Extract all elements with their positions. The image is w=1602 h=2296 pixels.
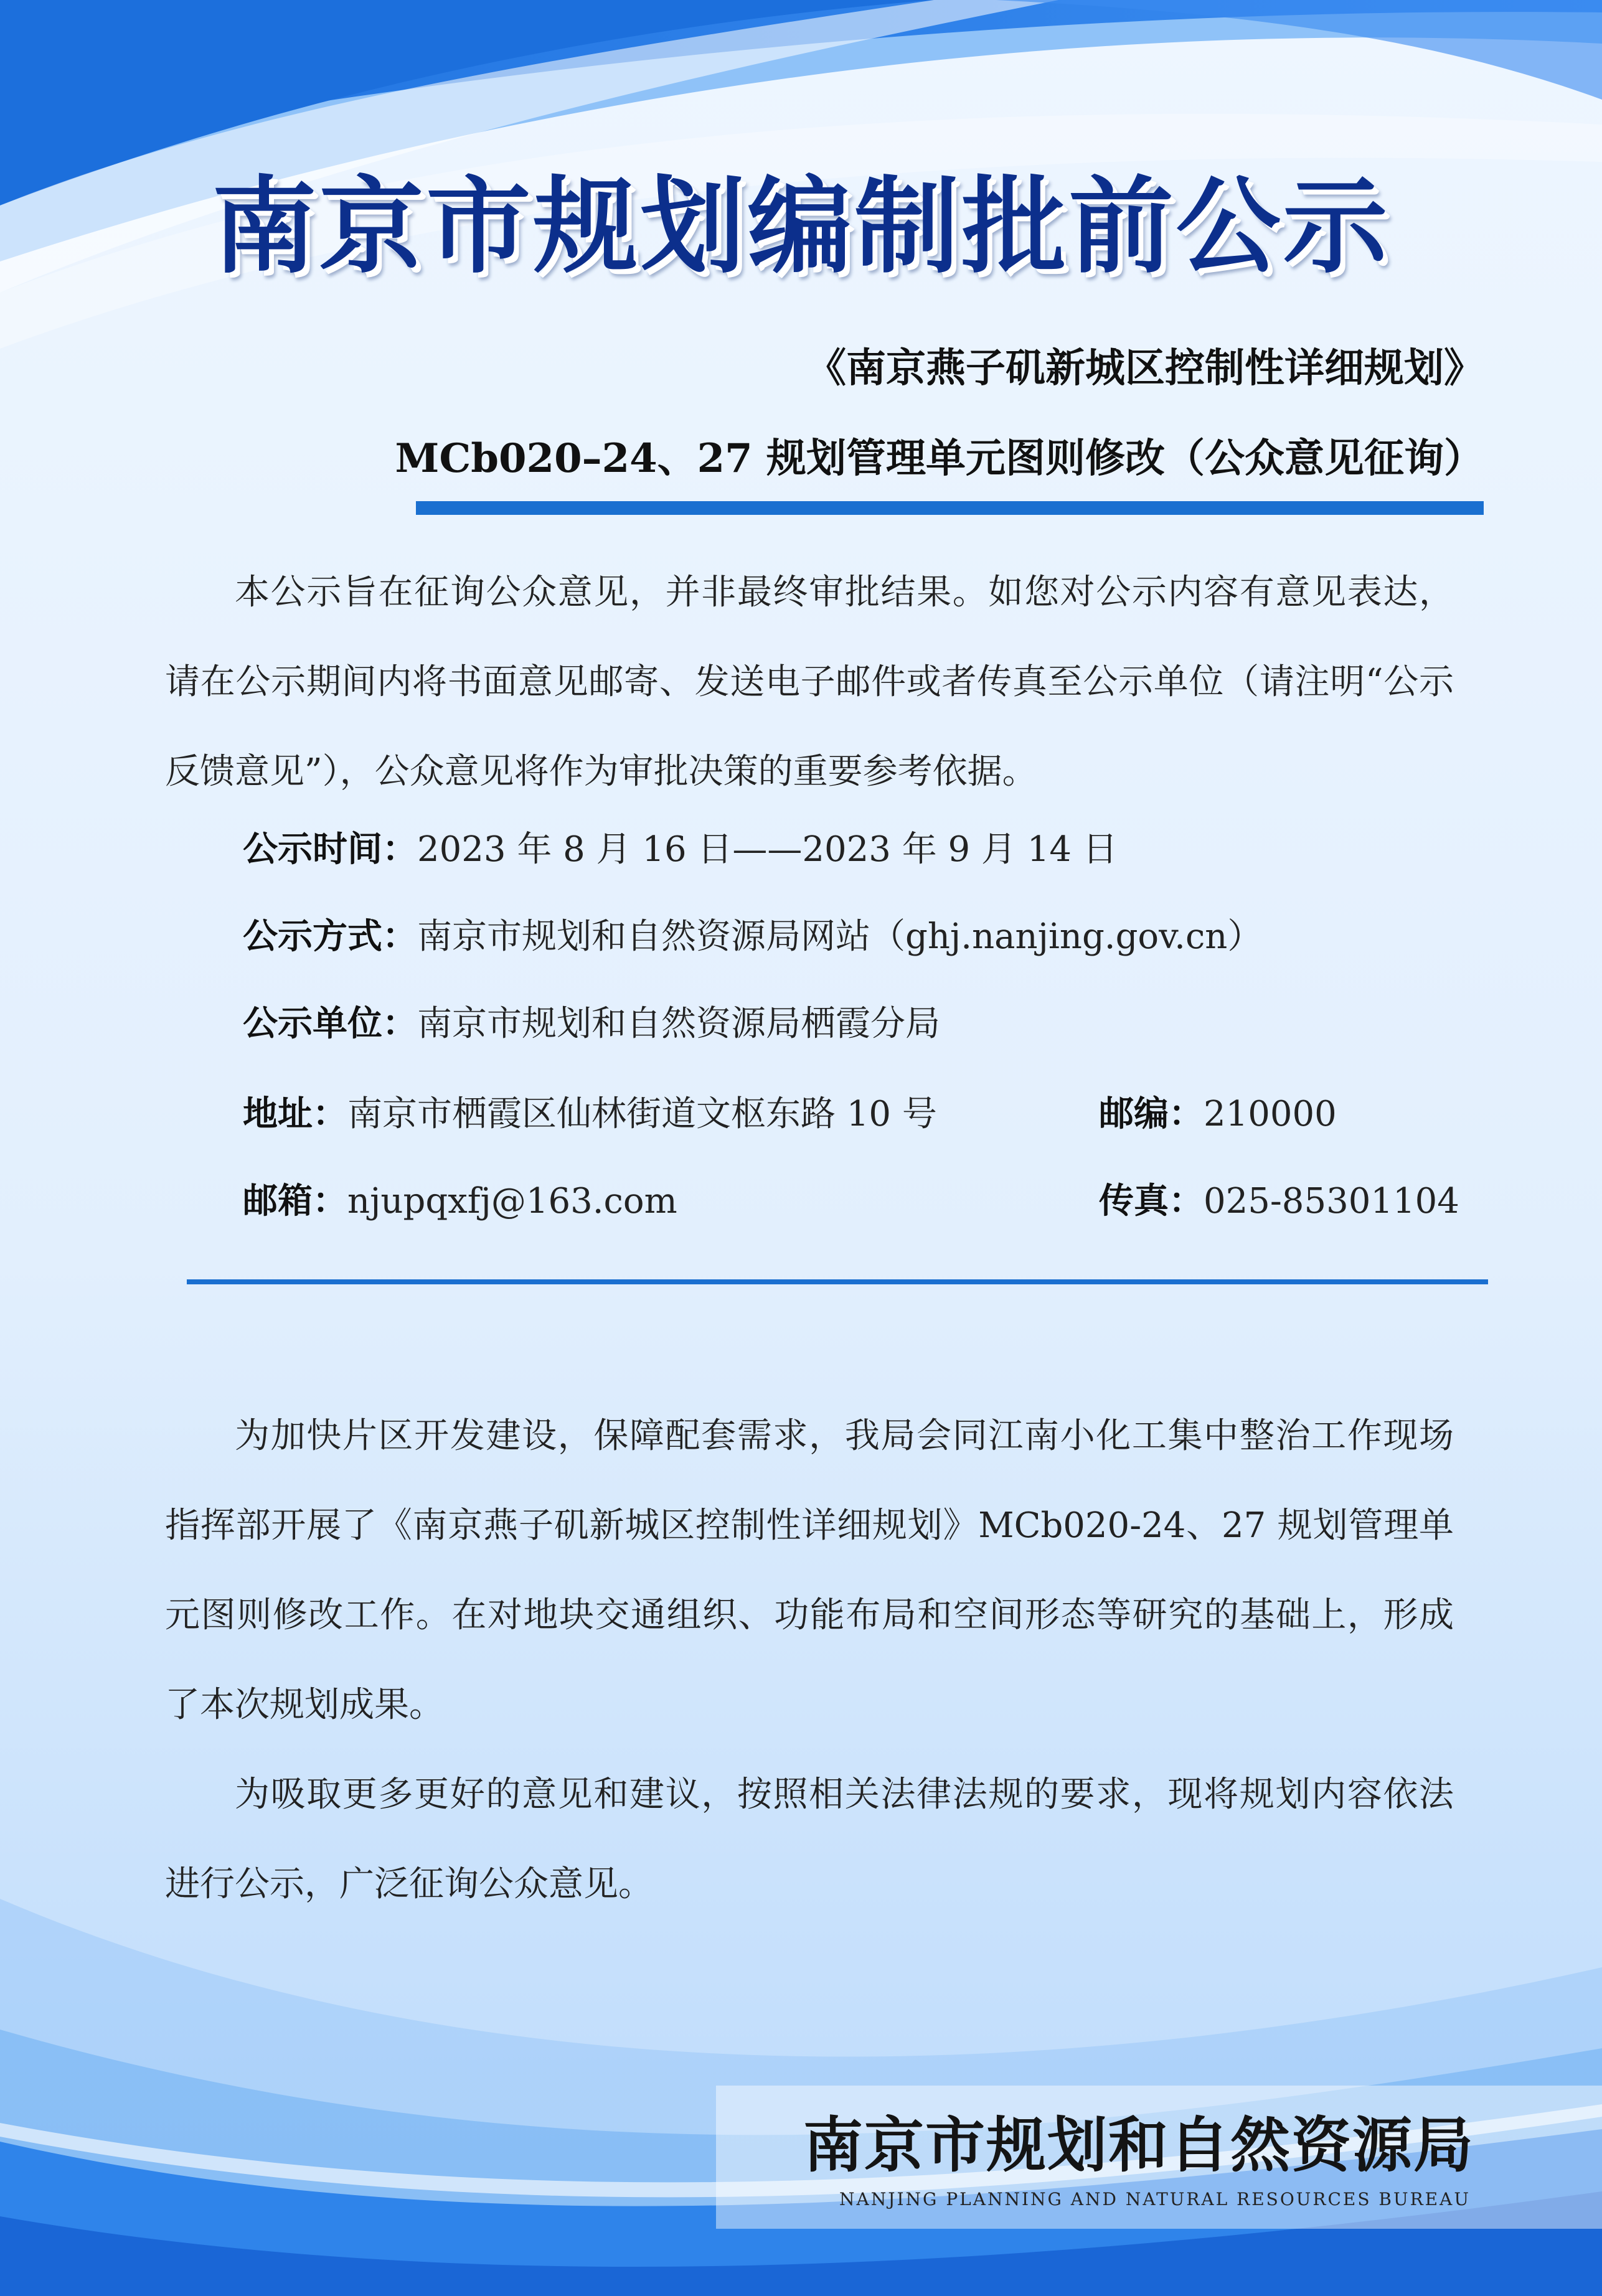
info-method-value: 南京市规划和自然资源局网站（ghj.nanjing.gov.cn） <box>417 916 1263 957</box>
info-email <box>243 1174 677 1223</box>
info-postcode-value: 210000 <box>1204 1094 1337 1134</box>
title-divider <box>416 501 1484 515</box>
info-unit-label: 公示单位： <box>243 1004 417 1044</box>
info-method <box>243 909 1262 959</box>
info-address-label: 地址： <box>243 1094 347 1134</box>
info-time-value: 2023 年 8 月 16 日——2023 年 9 月 14 日 <box>417 829 1118 870</box>
bureau-name: 南京市规划和自然资源局 <box>803 2110 1474 2180</box>
plan-unit-subtitle: MCb020–24、27 规划管理单元图则修改（公众意见征询） <box>395 435 1484 482</box>
page-title: 南京市规划编制批前公示 <box>212 166 1390 288</box>
info-postcode <box>1099 1086 1337 1136</box>
notice-intro <box>165 548 1454 817</box>
plan-name: 《南京燕子矶新城区控制性详细规划》 <box>806 345 1484 392</box>
info-fax <box>1099 1174 1459 1223</box>
info-method-label: 公示方式： <box>243 916 417 957</box>
body-text <box>165 1391 1454 1929</box>
info-email-label: 邮箱： <box>243 1181 347 1221</box>
info-unit-value: 南京市规划和自然资源局栖霞分局 <box>417 1004 940 1044</box>
notice-intro-text: 本公示旨在征询公众意见，并非最终审批结果。如您对公示内容有意见表达，请在公示期间内将书面意见邮寄、发送电子邮件或者传真至公示单位（请注明“公示反馈意见”），公众意见将作为审批决策的重要参考依据。 <box>165 572 1454 792</box>
info-postcode-label: 邮编： <box>1099 1094 1204 1134</box>
info-time-label: 公示时间： <box>243 829 417 870</box>
info-time <box>243 822 1118 872</box>
info-address <box>243 1086 937 1136</box>
info-fax-value: 025-85301104 <box>1204 1181 1459 1221</box>
body-paragraph-1: 为加快片区开发建设，保障配套需求，我局会同江南小化工集中整治工作现场指挥部开展了《南京燕子矶新城区控制性详细规划》MCb020-24、27 规划管理单元图则修改工作。在对地块交通组织、功能布局和空间形态等研究的基础上，形成了本次规划成果。 <box>165 1416 1454 1725</box>
info-unit <box>243 996 940 1046</box>
info-fax-label: 传真： <box>1099 1181 1204 1221</box>
section-divider <box>187 1279 1488 1284</box>
info-email-value: njupqxfj@163.com <box>347 1181 677 1221</box>
info-address-value: 南京市栖霞区仙林街道文枢东路 10 号 <box>347 1094 937 1134</box>
body-paragraph-2: 为吸取更多更好的意见和建议，按照相关法律法规的要求，现将规划内容依法进行公示，广泛征询公众意见。 <box>165 1774 1454 1904</box>
bureau-name-english: NANJING PLANNING AND NATURAL RESOURCES BUREAU <box>839 2189 1471 2209</box>
